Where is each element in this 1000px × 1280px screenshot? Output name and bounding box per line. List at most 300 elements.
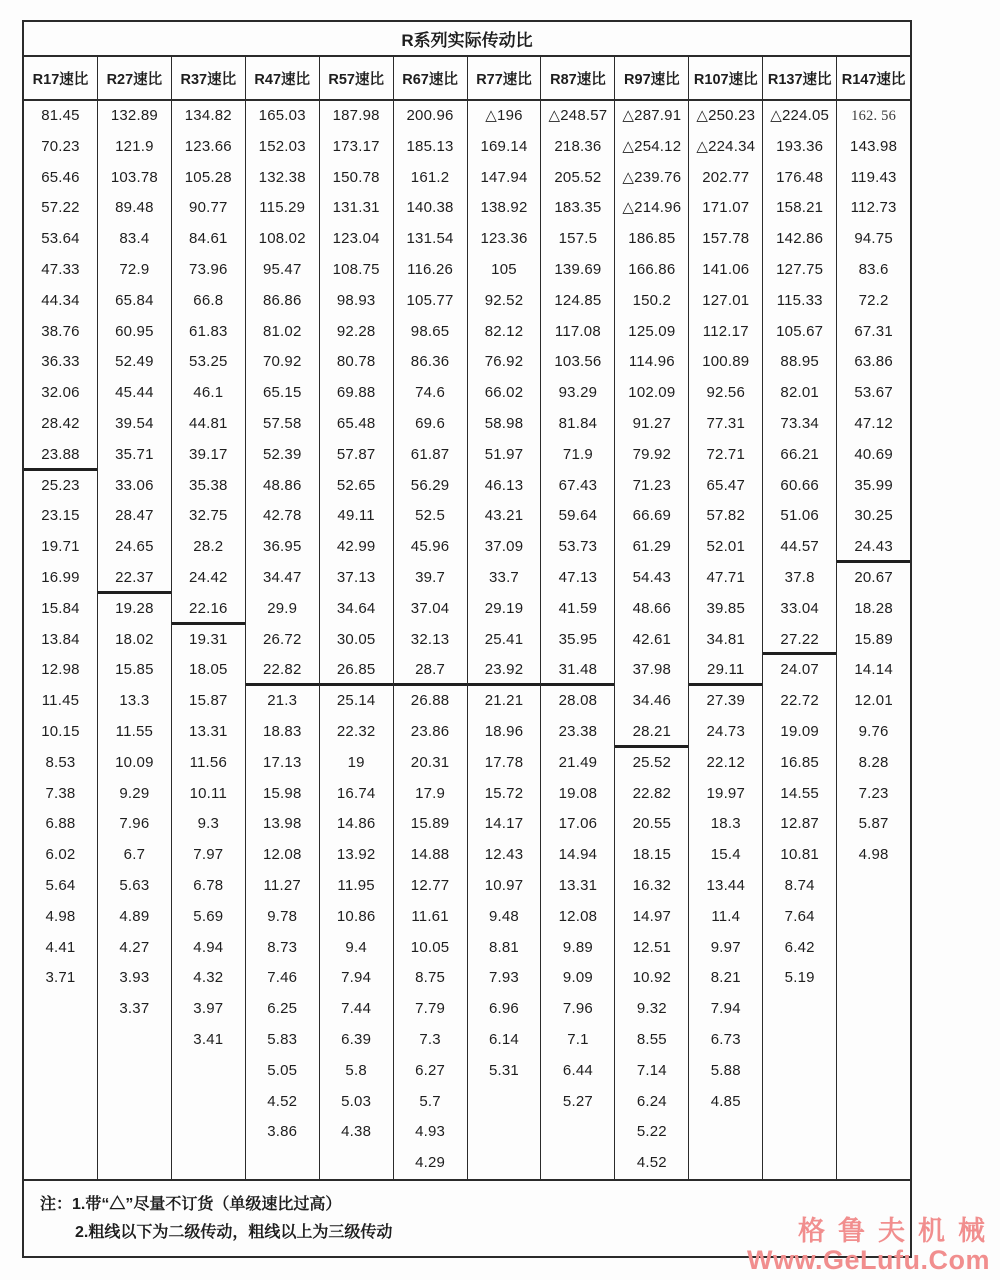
ratio-cell: 30.05 (336, 630, 376, 648)
ratio-cell: 9.48 (488, 907, 519, 925)
ratio-cell: 7.1 (567, 1030, 589, 1048)
ratio-cell: 53.67 (854, 384, 893, 402)
ratio-cell: 3.37 (119, 1000, 150, 1018)
ratio-cell: 13.44 (706, 876, 746, 894)
ratio-cell: 37.13 (336, 568, 376, 586)
ratio-cell: 29.11 (689, 655, 762, 686)
ratio-cell: 140.38 (406, 199, 454, 217)
ratio-cell: 46.13 (484, 476, 524, 494)
ratio-cell: 139.69 (554, 260, 602, 278)
ratio-cell: △224.34 (696, 137, 756, 155)
ratio-cell: 86.86 (262, 291, 302, 309)
ratio-cell: 79.92 (632, 445, 672, 463)
ratio-cell: 4.89 (119, 907, 150, 925)
ratio-cell: 9.09 (562, 969, 593, 987)
ratio-cell: 60.66 (780, 476, 819, 494)
ratio-cell: 44.81 (189, 414, 228, 432)
ratio-cell: 14.55 (780, 784, 819, 802)
ratio-cell: 147.94 (480, 168, 528, 186)
ratio-cell: 33.06 (115, 476, 154, 494)
ratio-cell: 114.96 (628, 353, 675, 371)
ratio-cell: 66.69 (632, 507, 672, 525)
ratio-column (319, 101, 393, 1179)
ratio-cell: 13.3 (119, 692, 150, 710)
ratio-cell: 44.57 (780, 538, 819, 556)
ratio-cell: 37.04 (410, 599, 450, 617)
ratio-cell: 31.48 (541, 655, 614, 686)
column-header: R47速比 (245, 57, 319, 99)
column-header: R107速比 (688, 57, 762, 99)
watermark-brand: 格鲁夫机械 (798, 1216, 998, 1247)
ratio-cell: △239.76 (622, 168, 682, 186)
ratio-cell: 5.64 (45, 876, 76, 894)
ratio-cell: 73.96 (189, 260, 228, 278)
ratio-cell: 8.55 (636, 1030, 667, 1048)
ratio-cell: 12.08 (558, 907, 598, 925)
column-header: R97速比 (614, 57, 688, 99)
ratio-cell: 10.86 (336, 907, 376, 925)
ratio-cell: 141.06 (702, 260, 750, 278)
ratio-cell: 19.09 (780, 722, 819, 740)
ratio-cell: 4.93 (415, 1123, 446, 1141)
ratio-cell: 32.06 (41, 384, 80, 402)
ratio-cell: 70.92 (262, 353, 302, 371)
ratio-cell: 131.54 (406, 230, 454, 248)
ratio-cell: 186.85 (628, 230, 676, 248)
ratio-cell: 8.28 (858, 753, 889, 771)
ratio-cell: 25.23 (41, 476, 80, 494)
ratio-cell: 20.31 (410, 753, 450, 771)
ratio-cell: 7.64 (784, 907, 815, 925)
ratio-cell: 53.25 (189, 353, 228, 371)
ratio-column (467, 101, 541, 1179)
ratio-cell: 4.38 (341, 1123, 372, 1141)
ratio-cell: 65.46 (41, 168, 80, 186)
ratio-cell: 35.38 (189, 476, 228, 494)
ratio-cell: 11.55 (115, 722, 154, 740)
ratio-cell: 117.08 (554, 322, 601, 340)
ratio-cell: 72.2 (858, 291, 889, 309)
ratio-cell: 37.09 (484, 538, 524, 556)
ratio-cell: 152.03 (258, 137, 306, 155)
ratio-cell: 26.88 (410, 692, 450, 710)
ratio-cell: 138.92 (480, 199, 528, 217)
ratio-cell: 65.15 (262, 384, 302, 402)
ratio-cell: 47.33 (41, 260, 80, 278)
ratio-cell: 82.12 (484, 322, 524, 340)
ratio-cell: 24.73 (706, 722, 746, 740)
ratio-cell: 6.44 (562, 1061, 593, 1079)
ratio-cell: 17.06 (558, 815, 598, 833)
ratio-cell: 5.05 (267, 1061, 298, 1079)
ratio-cell: △254.12 (622, 137, 682, 155)
ratio-cell: 94.75 (854, 230, 893, 248)
ratio-cell: 17.13 (262, 753, 302, 771)
ratio-cell: 5.83 (267, 1030, 298, 1048)
ratio-cell: 35.99 (854, 476, 893, 494)
ratio-cell: 39.17 (189, 445, 228, 463)
ratio-cell: 98.93 (336, 291, 376, 309)
ratio-cell: 56.29 (410, 476, 450, 494)
ratio-cell: 53.64 (41, 230, 80, 248)
ratio-cell: 66.8 (193, 291, 224, 309)
ratio-cell: 66.21 (780, 445, 819, 463)
ratio-cell: 5.8 (345, 1061, 367, 1079)
ratio-cell: 21.49 (558, 753, 598, 771)
ratio-cell: 51.97 (484, 445, 524, 463)
ratio-cell: 88.95 (780, 353, 819, 371)
ratio-cell: 30.25 (854, 507, 893, 525)
ratio-cell: 9.76 (858, 722, 889, 740)
ratio-cell: 28.08 (558, 692, 598, 710)
ratio-cell: 121.9 (115, 137, 154, 155)
ratio-cell: 81.02 (262, 322, 302, 340)
ratio-cell: 52.01 (706, 538, 746, 556)
ratio-cell: 143.98 (850, 137, 898, 155)
ratio-cell: 4.29 (415, 1154, 446, 1172)
ratio-cell: 16.99 (41, 568, 80, 586)
ratio-cell: 57.87 (336, 445, 376, 463)
ratio-cell: 5.87 (858, 815, 889, 833)
ratio-cell: 81.45 (41, 107, 80, 124)
ratio-column (171, 101, 245, 1179)
ratio-cell: 7.14 (636, 1061, 667, 1079)
ratio-cell: 7.23 (858, 784, 889, 802)
ratio-cell: 37.98 (632, 661, 672, 679)
ratio-cell: 173.17 (332, 137, 380, 155)
ratio-cell: 54.43 (632, 568, 672, 586)
ratio-cell: 3.41 (193, 1030, 224, 1048)
ratio-cell: 58.98 (484, 414, 524, 432)
ratio-cell: 22.12 (706, 753, 746, 771)
ratio-cell: 36.33 (41, 353, 80, 371)
ratio-cell: 71.9 (562, 445, 593, 463)
ratio-cell: 4.52 (267, 1092, 298, 1110)
ratio-cell: 48.86 (262, 476, 302, 494)
ratio-cell: 6.24 (636, 1092, 667, 1110)
ratio-cell: 3.97 (193, 1000, 224, 1018)
ratio-cell: 13.31 (558, 876, 598, 894)
ratio-cell: 9.97 (710, 938, 741, 956)
ratio-cell: 33.7 (488, 568, 519, 586)
ratio-cell: 116.26 (407, 260, 454, 278)
ratio-cell: 157.5 (558, 230, 598, 248)
column-header: R77速比 (467, 57, 541, 99)
ratio-column (393, 101, 467, 1179)
ratio-cell: 23.38 (558, 722, 598, 740)
ratio-cell: 218.36 (554, 137, 602, 155)
ratio-cell: 6.42 (784, 938, 815, 956)
ratio-cell: 13.31 (189, 722, 228, 740)
ratio-cell: △287.91 (622, 107, 682, 124)
ratio-cell: 11.61 (411, 907, 449, 925)
ratio-cell: 61.87 (410, 445, 450, 463)
ratio-cell: 9.89 (562, 938, 593, 956)
ratio-cell: 83.6 (858, 260, 889, 278)
ratio-cell: 202.77 (702, 168, 750, 186)
column-header: R147速比 (836, 57, 910, 99)
ratio-cell: 5.7 (419, 1092, 441, 1110)
ratio-cell: 23.15 (41, 507, 80, 525)
ratio-cell: 10.11 (189, 784, 228, 802)
ratio-cell: 5.31 (488, 1061, 519, 1079)
ratio-cell: 17.9 (415, 784, 446, 802)
ratio-cell: 112.17 (702, 322, 749, 340)
column-header: R57速比 (319, 57, 393, 99)
ratio-cell: 39.7 (415, 568, 446, 586)
ratio-cell: 10.05 (410, 938, 450, 956)
ratio-cell: 51.06 (780, 507, 819, 525)
ratio-cell: 89.48 (115, 199, 154, 217)
ratio-cell: 15.89 (410, 815, 450, 833)
ratio-cell: 131.31 (332, 199, 380, 217)
ratio-cell: 6.25 (267, 1000, 298, 1018)
ratio-cell: 115.29 (259, 199, 306, 217)
ratio-cell: 14.94 (558, 846, 598, 864)
ratio-cell: 14.86 (336, 815, 376, 833)
ratio-cell: 6.96 (488, 1000, 519, 1018)
ratio-cell: 7.94 (341, 969, 372, 987)
ratio-cell: 6.02 (45, 846, 76, 864)
ratio-cell: 39.85 (706, 599, 746, 617)
ratio-cell: 5.63 (119, 876, 150, 894)
table-title: R系列实际传动比 (24, 22, 910, 57)
ratio-cell: 12.87 (780, 815, 819, 833)
ratio-cell: 77.31 (706, 414, 746, 432)
ratio-cell: 14.14 (854, 661, 893, 679)
ratio-cell: 4.41 (45, 938, 76, 956)
ratio-cell: 10.92 (632, 969, 672, 987)
ratio-cell: △224.05 (770, 107, 830, 124)
ratio-cell: 52.39 (262, 445, 302, 463)
ratio-cell: 165.03 (258, 107, 306, 124)
ratio-cell: 81.84 (558, 414, 598, 432)
ratio-cell: 39.54 (115, 414, 154, 432)
ratio-cell: 9.3 (197, 815, 220, 833)
ratio-cell: 41.59 (558, 599, 598, 617)
ratio-cell: 6.78 (193, 876, 224, 894)
ratio-cell: 28.21 (615, 717, 688, 748)
ratio-cell: 19.71 (41, 538, 80, 556)
ratio-column (24, 101, 97, 1179)
ratio-cell: 63.86 (854, 353, 893, 371)
ratio-cell: 6.88 (45, 815, 76, 833)
ratio-cell: 34.47 (262, 568, 302, 586)
ratio-cell: 142.86 (776, 230, 824, 248)
ratio-cell: 150.2 (632, 291, 672, 309)
ratio-cell: 20.55 (632, 815, 672, 833)
ratio-cell: 8.75 (415, 969, 446, 987)
ratio-cell: 60.95 (115, 322, 154, 340)
ratio-cell: 18.96 (484, 722, 524, 740)
ratio-cell: 125.09 (628, 322, 676, 340)
footnote-2: 2.粗线以下为二级传动，粗线以上为三级传动 (75, 1224, 393, 1241)
footnotes (24, 1181, 910, 1256)
ratio-cell: 6.7 (123, 846, 146, 864)
ratio-cell: 176.48 (776, 168, 824, 186)
ratio-cell: 36.95 (262, 538, 302, 556)
ratio-cell: 52.49 (115, 353, 154, 371)
ratio-cell: △250.23 (696, 107, 756, 124)
ratio-cell: 42.99 (336, 538, 376, 556)
ratio-table (22, 20, 912, 1258)
ratio-cell: 49.11 (337, 507, 375, 525)
ratio-cell: 19 (347, 753, 365, 771)
ratio-cell: 52.65 (336, 476, 376, 494)
table-body (24, 101, 910, 1181)
ratio-cell: 18.83 (262, 722, 302, 740)
ratio-cell: 32.13 (410, 630, 450, 648)
ratio-cell: 43.21 (484, 507, 524, 525)
ratio-cell: 61.83 (189, 322, 228, 340)
ratio-cell: 166.86 (628, 260, 676, 278)
ratio-cell: 86.36 (410, 353, 450, 371)
column-header: R67速比 (393, 57, 467, 99)
ratio-cell: 45.44 (115, 384, 154, 402)
ratio-cell: △214.96 (622, 199, 682, 217)
ratio-cell: 14.97 (632, 907, 672, 925)
ratio-cell: 4.94 (193, 938, 224, 956)
ratio-cell: 105.67 (776, 322, 824, 340)
ratio-cell: 5.22 (636, 1123, 667, 1141)
ratio-cell: 44.34 (41, 291, 80, 309)
ratio-cell: 4.52 (636, 1154, 667, 1172)
ratio-cell: 47.12 (854, 414, 893, 432)
ratio-cell: △196 (485, 107, 523, 124)
ratio-cell: 40.69 (854, 445, 893, 463)
ratio-cell: 5.88 (710, 1061, 741, 1079)
ratio-cell: 8.73 (267, 938, 298, 956)
ratio-cell: 22.16 (172, 594, 245, 625)
ratio-cell: 123.04 (332, 230, 380, 248)
ratio-cell: 57.82 (706, 507, 746, 525)
watermark-url: Www.GeLufu.Com (747, 1244, 990, 1275)
ratio-cell: 103.78 (110, 168, 158, 186)
ratio-cell: 14.17 (484, 815, 524, 833)
ratio-cell: 9.29 (119, 784, 150, 802)
ratio-cell: 82.01 (780, 384, 819, 402)
ratio-cell: 15.89 (854, 630, 893, 648)
ratio-cell: 16.32 (632, 876, 672, 894)
ratio-cell: 205.52 (554, 168, 602, 186)
ratio-cell: 7.93 (488, 969, 519, 987)
table-header-row (24, 57, 910, 101)
ratio-cell: 12.51 (632, 938, 672, 956)
ratio-cell: 24.43 (837, 532, 910, 563)
ratio-cell: 34.81 (706, 630, 746, 648)
ratio-cell: 11.45 (41, 692, 80, 710)
ratio-cell: 21.3 (267, 692, 298, 710)
ratio-cell: 7.96 (119, 815, 150, 833)
ratio-cell: 13.84 (41, 630, 80, 648)
ratio-cell: 5.19 (784, 969, 815, 987)
ratio-cell: 29.9 (267, 599, 298, 617)
ratio-cell: 17.78 (484, 753, 524, 771)
ratio-cell: 193.36 (776, 137, 824, 155)
ratio-cell: 5.27 (562, 1092, 593, 1110)
ratio-cell: 115.33 (776, 291, 823, 309)
ratio-column (762, 101, 836, 1179)
ratio-cell: 108.02 (258, 230, 306, 248)
ratio-cell: 10.15 (41, 722, 80, 740)
ratio-cell: 15.72 (484, 784, 524, 802)
ratio-cell: 35.71 (115, 445, 154, 463)
ratio-cell: 171.07 (702, 199, 750, 217)
ratio-cell: 76.92 (484, 353, 524, 371)
ratio-cell: 124.85 (554, 291, 602, 309)
ratio-cell: 10.81 (780, 846, 819, 864)
ratio-cell: 9.4 (345, 938, 367, 956)
ratio-cell: 11.95 (337, 876, 375, 894)
ratio-cell: 7.97 (193, 846, 224, 864)
ratio-cell: 15.98 (262, 784, 302, 802)
ratio-cell: 6.39 (341, 1030, 372, 1048)
ratio-cell: 67.43 (558, 476, 598, 494)
ratio-cell: 21.21 (484, 692, 524, 710)
ratio-cell: 7.94 (710, 1000, 741, 1018)
ratio-cell: 84.61 (189, 230, 228, 248)
column-header: R137速比 (762, 57, 836, 99)
ratio-cell: 28.2 (193, 538, 224, 556)
ratio-cell: 9.32 (636, 1000, 667, 1018)
ratio-cell: 95.47 (262, 260, 302, 278)
ratio-cell: 10.09 (115, 753, 154, 771)
footnote-1: 注：1.带“△”尽量不订货（单级速比过高） (40, 1196, 342, 1213)
ratio-cell: 105.77 (406, 291, 454, 309)
column-header: R37速比 (171, 57, 245, 99)
ratio-cell: 22.72 (780, 692, 819, 710)
ratio-cell: 5.03 (341, 1092, 372, 1110)
ratio-cell: 24.65 (115, 538, 154, 556)
ratio-cell: 92.28 (336, 322, 376, 340)
ratio-cell: 100.89 (702, 353, 750, 371)
ratio-cell: 162. 56 (851, 108, 897, 124)
ratio-column (836, 101, 910, 1179)
ratio-cell: 26.85 (320, 655, 393, 686)
ratio-cell: 34.64 (336, 599, 376, 617)
ratio-cell: 23.88 (24, 440, 97, 471)
ratio-cell: 37.8 (784, 568, 815, 586)
ratio-cell: 4.98 (45, 907, 76, 925)
ratio-cell: 4.85 (710, 1092, 741, 1110)
ratio-cell: 26.72 (262, 630, 302, 648)
ratio-cell: 12.77 (410, 876, 450, 894)
ratio-cell: 7.96 (562, 1000, 593, 1018)
ratio-cell: 69.6 (415, 414, 446, 432)
ratio-cell: 90.77 (189, 199, 228, 217)
column-header: R17速比 (32, 71, 89, 88)
ratio-cell: 61.29 (632, 538, 672, 556)
ratio-cell: 8.81 (488, 938, 519, 956)
ratio-cell: 6.27 (415, 1061, 446, 1079)
ratio-cell: 3.71 (45, 969, 76, 987)
ratio-cell: 69.88 (336, 384, 376, 402)
ratio-cell: 65.48 (336, 414, 376, 432)
ratio-cell: 9.78 (267, 907, 298, 925)
ratio-cell: 71.23 (632, 476, 672, 494)
ratio-cell: 15.4 (710, 846, 741, 864)
ratio-cell: 105.28 (184, 168, 232, 186)
ratio-cell: 19.08 (558, 784, 598, 802)
ratio-cell: 65.47 (706, 476, 746, 494)
ratio-cell: 158.21 (776, 199, 824, 217)
ratio-cell: 185.13 (406, 137, 454, 155)
ratio-cell: 19.97 (706, 784, 746, 802)
ratio-cell: 169.14 (480, 137, 528, 155)
ratio-cell: 15.85 (115, 661, 154, 679)
ratio-cell: 27.39 (706, 692, 746, 710)
ratio-cell: 11.4 (711, 907, 741, 925)
